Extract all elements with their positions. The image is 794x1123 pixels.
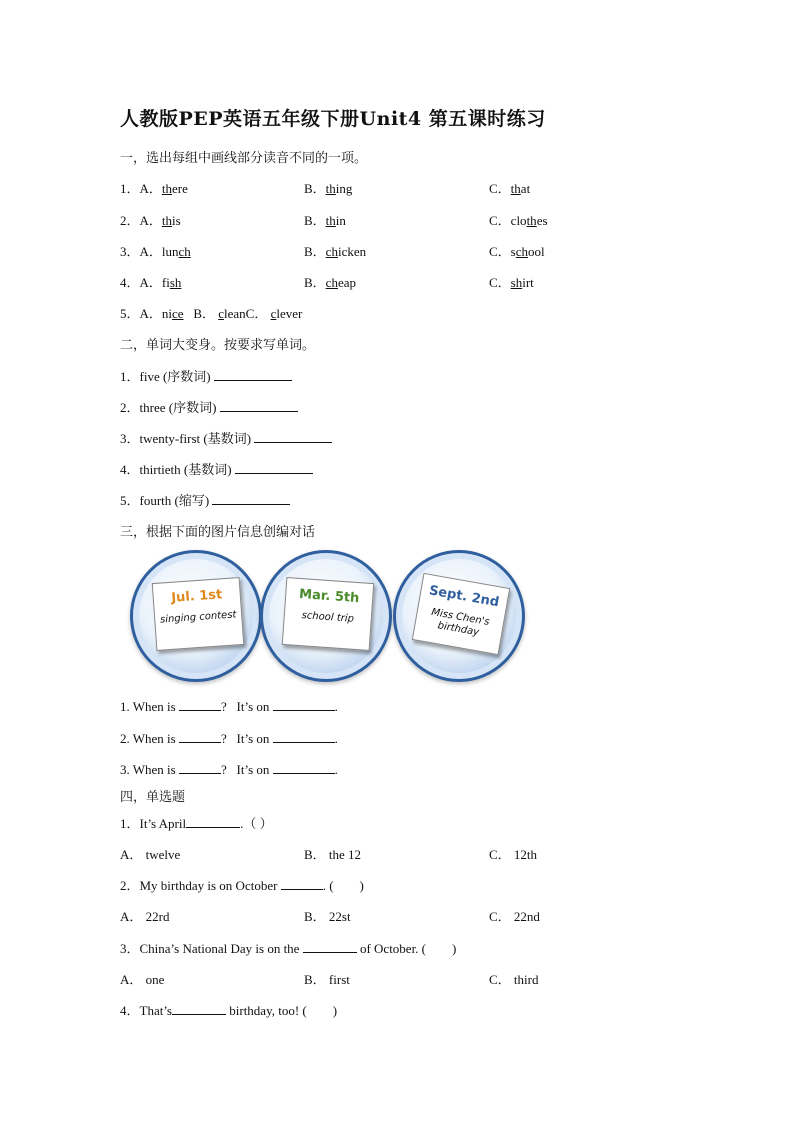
dialog-question-end: ? [220, 699, 227, 714]
option-c-post: irt [522, 275, 534, 290]
dialog-answer-end: . [334, 699, 338, 714]
word-item-5 [120, 490, 290, 509]
option-a-underline: ch [178, 244, 191, 259]
answer-blank[interactable] [254, 430, 332, 443]
note-paper [282, 577, 375, 651]
option-a-pre: fi [161, 275, 170, 290]
question-2-option-b [304, 210, 346, 229]
answer-blank[interactable] [273, 761, 335, 774]
mc-1-option-a[interactable]: A． twelve [120, 847, 181, 862]
card-date: Mar. 5th [298, 586, 360, 607]
option-a-pre: lun [161, 244, 179, 259]
mc-3-option-a[interactable]: A． one [120, 972, 165, 987]
question-text-end: . ( ) [322, 878, 364, 893]
option-b-label: B． [304, 213, 326, 228]
answer-blank[interactable] [281, 877, 323, 890]
option-c-underline: ch [515, 244, 529, 259]
option-a-underline: th [161, 213, 173, 228]
mc-1-option-b[interactable]: B． the 12 [304, 847, 362, 862]
dialog-question: 3. When is [120, 762, 176, 777]
item-number: 1． [120, 369, 140, 384]
item-text: three (序数词) [139, 400, 217, 415]
question-1 [120, 178, 188, 197]
item-number: 2． [120, 400, 140, 415]
option-a-underline: ce [172, 306, 184, 321]
mc-2-option-b[interactable]: B． 22st [304, 909, 351, 924]
answer-blank[interactable] [273, 730, 335, 743]
option-b-label: B． [193, 306, 215, 321]
option-c-underline: sh [510, 275, 523, 290]
option-b-underline: th [325, 213, 336, 228]
item-text: fourth (缩写) [139, 493, 210, 508]
option-b-underline: ch [325, 244, 338, 259]
answer-blank[interactable] [212, 492, 290, 505]
word-item-2 [120, 397, 298, 416]
mc-1-option-c[interactable]: C． 12th [489, 847, 538, 862]
date-card-3 [393, 550, 525, 682]
question-text: 2．My birthday is on October [120, 878, 278, 893]
answer-blank[interactable] [186, 815, 240, 828]
item-text: twenty-first (基数词) [139, 431, 252, 446]
answer-blank[interactable] [303, 940, 357, 953]
dialog-answer-end: . [334, 731, 338, 746]
answer-blank[interactable] [179, 730, 221, 743]
question-text-end: .（ ） [240, 816, 273, 831]
mc-question-4 [120, 1000, 337, 1019]
question-number: 2．A． [120, 213, 162, 228]
option-c-underline: th [526, 213, 537, 228]
section-1-heading: 一，选出每组中画线部分读音不同的一项。 [120, 151, 368, 166]
option-b-label: B． [304, 244, 326, 259]
question-text: 1．It’s April [120, 816, 187, 831]
question-2-option-c [489, 210, 548, 229]
option-c-label: C． [489, 213, 511, 228]
word-item-4 [120, 459, 313, 478]
dialog-answer: It’s on [236, 699, 270, 714]
question-4-option-c [489, 272, 534, 291]
card-date: Jul. 1st [170, 587, 223, 606]
item-number: 4． [120, 462, 140, 477]
dialog-1 [120, 698, 338, 715]
mc-3-option-b[interactable]: B． first [304, 972, 350, 987]
question-text-end: of October. ( ) [359, 941, 457, 956]
option-c-post: es [536, 213, 548, 228]
option-c-label: C． [245, 306, 268, 321]
option-c-label: C． [489, 244, 511, 259]
question-number: 3．A． [120, 244, 162, 259]
date-card-2 [260, 550, 392, 682]
word-item-1 [120, 366, 292, 385]
card-event: school trip [301, 610, 355, 625]
option-b-post: lean [224, 306, 246, 321]
option-c-label: C． [489, 181, 511, 196]
item-number: 5． [120, 493, 140, 508]
dialog-answer: It’s on [236, 731, 270, 746]
word-item-3 [120, 428, 332, 447]
section-2-heading: 二，单词大变身。按要求写单词。 [120, 338, 316, 353]
option-b-post: icken [337, 244, 367, 259]
mc-question-2 [120, 875, 364, 894]
answer-blank[interactable] [179, 698, 221, 711]
dialog-answer-end: . [334, 762, 338, 777]
dialog-2 [120, 730, 338, 747]
answer-blank[interactable] [172, 1002, 226, 1015]
question-3-option-b [304, 241, 366, 260]
option-c-post: at [520, 181, 531, 196]
dialog-question-end: ? [220, 731, 227, 746]
dialog-3 [120, 761, 338, 778]
question-3-option-c [489, 241, 545, 260]
answer-blank[interactable] [220, 399, 298, 412]
option-b-post: in [335, 213, 346, 228]
card-date: Sept. 2nd [427, 583, 501, 611]
question-text: 3．China’s National Day is on the [120, 941, 300, 956]
question-number: 5．A． [120, 306, 162, 321]
note-paper [152, 577, 245, 651]
mc-question-3 [120, 938, 456, 957]
answer-blank[interactable] [179, 761, 221, 774]
option-c-pre: s [510, 244, 516, 259]
question-1-option-b [304, 178, 352, 197]
option-b-underline: ch [325, 275, 338, 290]
question-3 [120, 241, 191, 260]
option-b-label: B． [304, 181, 326, 196]
dialog-question: 1. When is [120, 699, 176, 714]
dialog-question-end: ? [220, 762, 227, 777]
answer-blank[interactable] [214, 368, 292, 381]
option-b-underline: th [325, 181, 336, 196]
option-b-post: ing [335, 181, 353, 196]
card-event: Miss Chen's birthday [430, 606, 491, 639]
question-text: 4．That’s [120, 1003, 172, 1018]
question-5 [120, 303, 302, 322]
question-number: 4．A． [120, 275, 162, 290]
option-b-label: B． [304, 275, 326, 290]
option-c-post: ool [528, 244, 545, 259]
question-number: 1．A． [120, 181, 162, 196]
option-b-post: eap [337, 275, 356, 290]
page-title: 人教版PEP英语五年级下册Unit4 第五课时练习 [120, 108, 546, 130]
option-a-post: is [172, 213, 181, 228]
question-2 [120, 210, 181, 229]
section-3-heading: 三，根据下面的图片信息创编对话 [120, 525, 316, 540]
dialog-question: 2. When is [120, 731, 176, 746]
option-c-pre: clo [510, 213, 527, 228]
option-b-underline: c [218, 306, 225, 321]
question-4-option-b [304, 272, 356, 291]
date-card-1 [130, 550, 262, 682]
item-text: five (序数词) [139, 369, 211, 384]
option-c-label: C． [489, 275, 511, 290]
option-a-post: ere [172, 181, 188, 196]
section-4-heading: 四，单选题 [120, 790, 186, 805]
option-c-underline: c [270, 306, 277, 321]
mc-2-option-c[interactable]: C． 22nd [489, 909, 540, 924]
option-a-underline: sh [169, 275, 182, 290]
option-a-underline: th [161, 181, 173, 196]
dialog-answer: It’s on [236, 762, 270, 777]
item-text: thirtieth (基数词) [139, 462, 232, 477]
card-event: singing contest [159, 609, 237, 626]
answer-blank[interactable] [273, 698, 335, 711]
answer-blank[interactable] [235, 461, 313, 474]
question-4 [120, 272, 181, 291]
item-number: 3． [120, 431, 140, 446]
mc-2-option-a[interactable]: A． 22rd [120, 909, 170, 924]
mc-question-1 [120, 813, 273, 832]
option-a-pre: ni [161, 306, 173, 321]
mc-3-option-c[interactable]: C． third [489, 972, 539, 987]
option-c-post: lever [276, 306, 303, 321]
question-text-end: birthday, too! ( ) [229, 1003, 338, 1018]
question-1-option-c [489, 178, 530, 197]
option-c-underline: th [510, 181, 521, 196]
